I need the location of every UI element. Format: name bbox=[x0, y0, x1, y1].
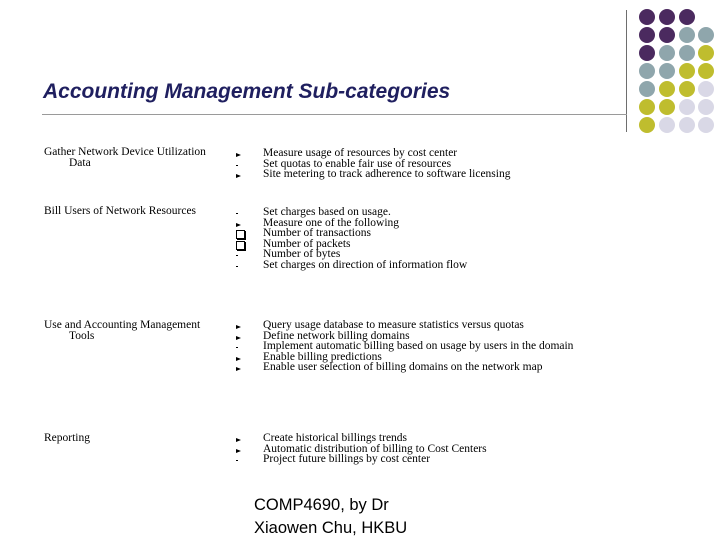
decorative-dot bbox=[659, 9, 675, 25]
list-item-text: Measure usage of resources by cost center bbox=[263, 147, 458, 159]
footer-line1: COMP4690, by Dr bbox=[254, 496, 389, 514]
decorative-dot bbox=[679, 99, 695, 115]
decorative-dot bbox=[698, 81, 714, 97]
decorative-dot bbox=[639, 27, 655, 43]
triangle-bullet-icon bbox=[234, 321, 246, 332]
box-bullet-icon bbox=[234, 229, 246, 240]
list-item-text: Set charges based on usage. bbox=[263, 206, 391, 218]
triangle-bullet-icon bbox=[234, 149, 246, 160]
list-item-text: Create historical billings trends bbox=[263, 432, 408, 444]
triangle-bullet-icon bbox=[234, 434, 246, 445]
triangle-bullet-icon bbox=[234, 332, 246, 343]
footer-line2: Xiaowen Chu, HKBU bbox=[254, 519, 408, 537]
title-divider bbox=[42, 114, 627, 115]
decorative-dot bbox=[639, 99, 655, 115]
footer-credit bbox=[254, 494, 407, 540]
decorative-dot bbox=[679, 9, 695, 25]
page-title: Accounting Management Sub-categories bbox=[43, 80, 451, 103]
list-item-text: Implement automatic billing based on usage by users in the domain bbox=[263, 340, 574, 353]
category-label-gather-utilization bbox=[44, 147, 206, 169]
list-item-text: Project future billings by cost center bbox=[263, 453, 431, 466]
triangle-bullet-icon bbox=[234, 363, 246, 374]
triangle-bullet-icon bbox=[234, 353, 246, 364]
list-item-text: Set charges on direction of information flow bbox=[263, 258, 468, 271]
triangle-bullet-icon bbox=[234, 170, 246, 181]
decorative-dot bbox=[679, 27, 695, 43]
decorative-dot bbox=[698, 63, 714, 79]
dash-bullet-icon bbox=[234, 208, 246, 219]
triangle-bullet-icon bbox=[234, 219, 246, 230]
category-label-tools bbox=[44, 320, 200, 342]
decorative-dot bbox=[679, 117, 695, 133]
triangle-bullet-icon bbox=[234, 445, 246, 456]
list-item-text: Define network billing domains bbox=[263, 329, 410, 342]
decorative-dot bbox=[659, 27, 675, 43]
dash-bullet-icon bbox=[234, 342, 246, 353]
decorative-dot bbox=[679, 81, 695, 97]
category-label-line1: Use and Accounting Management bbox=[44, 319, 201, 331]
decorative-dot bbox=[639, 45, 655, 61]
decorative-dot bbox=[679, 45, 695, 61]
list-item-text: Measure one of the following bbox=[263, 216, 400, 229]
category-label-line1: Gather Network Device Utilization bbox=[44, 146, 206, 158]
decorative-dot bbox=[698, 45, 714, 61]
box-bullet-icon bbox=[234, 240, 246, 251]
dash-bullet-icon bbox=[234, 261, 246, 272]
dash-bullet-icon bbox=[234, 160, 246, 171]
decorative-dot bbox=[639, 117, 655, 133]
category-label-line1: Reporting bbox=[44, 432, 90, 444]
list-item-text: Query usage database to measure statistics versus quotas bbox=[263, 319, 524, 331]
category-label-line2: Tools bbox=[69, 330, 95, 342]
decorative-dot bbox=[659, 99, 675, 115]
decorative-dot bbox=[659, 81, 675, 97]
decorative-dot bbox=[659, 45, 675, 61]
category-label-line1: Bill Users of Network Resources bbox=[44, 205, 197, 217]
dash-bullet-icon bbox=[234, 455, 246, 466]
category-label-bill-users bbox=[44, 206, 196, 217]
list-item-text: Number of packets bbox=[263, 237, 351, 250]
decorative-dot bbox=[698, 27, 714, 43]
decorative-dot bbox=[639, 81, 655, 97]
list-item-text: Enable user selection of billing domains on the network map bbox=[263, 361, 543, 374]
decorative-dot bbox=[659, 63, 675, 79]
list-item-text: Number of bytes bbox=[263, 248, 341, 261]
list-item-text: Number of transactions bbox=[263, 227, 371, 240]
decorative-dot bbox=[698, 117, 714, 133]
decorative-dot bbox=[639, 63, 655, 79]
list-item-text: Site metering to track adherence to software licensing bbox=[263, 168, 511, 181]
category-label-reporting bbox=[44, 433, 90, 444]
list-item-text: Automatic distribution of billing to Cost Centers bbox=[263, 442, 487, 455]
list-item-text: Set quotas to enable fair use of resources bbox=[263, 157, 452, 170]
dash-bullet-icon bbox=[234, 250, 246, 261]
decorative-dot bbox=[679, 63, 695, 79]
decorative-dot bbox=[639, 9, 655, 25]
decorative-dot-grid bbox=[0, 0, 720, 140]
category-label-line2: Data bbox=[69, 157, 91, 169]
decorative-dot bbox=[659, 117, 675, 133]
list-item-text: Enable billing predictions bbox=[263, 350, 382, 363]
decorative-dot bbox=[698, 99, 714, 115]
